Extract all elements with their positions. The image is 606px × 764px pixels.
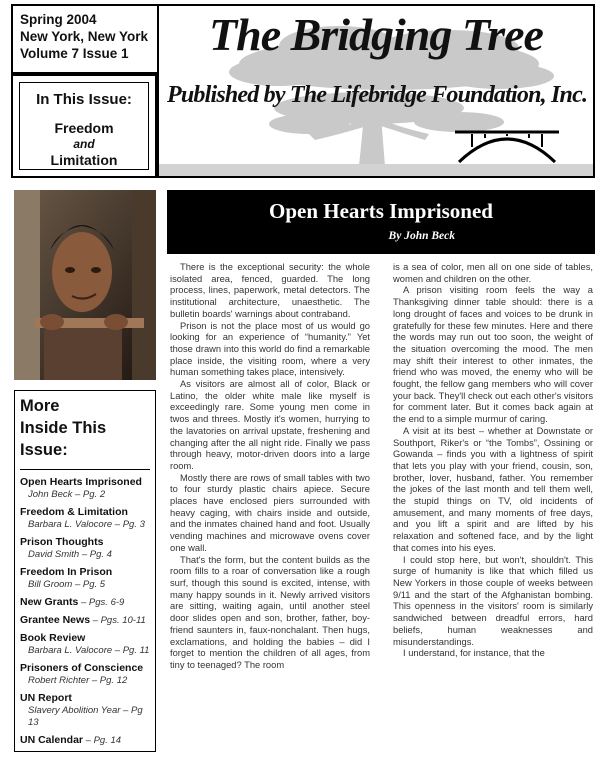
article-paragraph: As visitors are almost all of color, Black or Latino, the older white male like myself is exceedingly rare. Some young men come in twos and threes. Mostly it's women, hurrying to the lavatories on arrival upstate, freshening and changing after the all night ride. Finally we pass through heavy, motor-driven doors into a large room. — [170, 379, 370, 471]
toc-item-title — [20, 536, 155, 549]
article-byline: By John Beck — [388, 230, 455, 242]
article-paragraph: There is the exceptional security: the whole isolated area, fenced, guarded. The long process, lines, paperwork, metal detectors. The institutional architecture, unaesthetic. The bulletin boards' warnings about contraband. — [170, 262, 370, 319]
toc-item — [15, 662, 155, 687]
article-paragraph: is a sea of color, men all on one side of tables, women and children on the other. — [393, 262, 593, 284]
theme-line-1: Freedom — [54, 120, 114, 136]
toc-item-author: John Beck – Pg. 2 — [28, 489, 106, 500]
issue-location: New York, New York — [20, 29, 149, 44]
toc-item-author: Bill Groom – Pg. 5 — [28, 579, 106, 590]
toc-title-text: Prison Thoughts — [20, 536, 104, 548]
article-paragraph: That's the form, but the content builds as the room fills to a roar of conversation like a rough surf, though this sound is excited, intense, with many happy sounds in it. Newly arrived visitors are sitting, waiting again, until another steel door slides open and son, brother, father, boy-friend saunters in, faux-nonchalant. Then hugs, exclamations, and holding the babies – did I forget to mention the children of all ages, from tiny to teenaged? The room — [170, 554, 370, 670]
theme-line-2: and — [73, 137, 95, 151]
toc-title-text: New Grants — [20, 596, 79, 608]
toc-item — [15, 566, 155, 591]
in-this-issue-inner — [19, 82, 149, 170]
toc-item — [15, 536, 155, 561]
toc-title-text: Prisoners of Conscience — [20, 662, 144, 674]
article-banner — [167, 190, 595, 254]
toc-title-text: Freedom In Prison — [20, 566, 113, 578]
toc-item — [15, 632, 155, 657]
toc-item-title — [20, 476, 155, 489]
toc-item-title — [20, 662, 155, 675]
toc-item — [15, 614, 155, 627]
toc-title-text: Book Review — [20, 632, 86, 644]
toc-item — [15, 596, 155, 609]
toc-title-text: Grantee News — [20, 614, 91, 626]
toc-item-title — [20, 734, 155, 747]
more-heading-line2: Inside This Issue: — [20, 419, 107, 459]
toc-item — [15, 734, 155, 747]
article-column-1 — [170, 262, 370, 672]
toc-list — [15, 476, 155, 747]
newsletter-title: The Bridging Tree — [209, 9, 543, 60]
more-inside-heading — [15, 391, 155, 461]
toc-item-author: David Smith – Pg. 4 — [28, 549, 112, 560]
issue-info-box — [11, 4, 157, 74]
toc-item-author: Barbara L. Valocore – Pg. 3 — [28, 519, 145, 530]
toc-item-author: Robert Richter – Pg. 12 — [28, 675, 128, 686]
toc-page-ref: – Pg. 14 — [83, 735, 122, 746]
in-this-issue-box — [11, 74, 157, 178]
article-column-2 — [393, 262, 593, 660]
toc-page-ref: – Pgs. 10-11 — [90, 615, 146, 626]
toc-item — [15, 476, 155, 501]
toc-item-title — [20, 692, 155, 705]
toc-title-text: Open Hearts Imprisoned — [20, 476, 142, 488]
toc-item-title — [20, 614, 155, 627]
article-paragraph: I could stop here, but won't, shouldn't. This surge of humanity is like that which filled us New Yorkers in those couple of weeks between 9/11 and the start of the Afghanistan bombing. This openness in the visitors' room is similarly sandwiched between dreadful errors, hard beliefs, human weaknesses and misunderstandings. — [393, 554, 593, 647]
article-paragraph: Prison is not the place most of us would go looking for an experience of “humanity.” Yet those drawn into this world do find a remarkable place inside, the visiting room, where a very human something takes place, intensively. — [170, 320, 370, 378]
article-paragraph: A prison visiting room feels the way a Thanksgiving dinner table should: there is a long drought of faces and voices to be drunk in gratefully for these few minutes. Here and there the words may run out too soon, the weight of the situation overcoming the mood. The men may shift their interest to other inmates, the friend who was moved, the enemy who will be fought, the fellow gang members who will cover your back. They'll check out each other's visitors for comment later. But it comes back again at the end to a simple murmur of caring. — [393, 285, 593, 425]
theme-line-3: Limitation — [50, 152, 118, 168]
more-inside-box — [14, 390, 156, 752]
article-paragraph: Mostly there are rows of small tables with two to four sturdy plastic chairs apiece. Secure places have enclosed piers surrounded with heavy caging, with chairs inside and outside, and the inmates chained hand and foot. Usually vending machines and microwave ovens cover one wall. — [170, 472, 370, 553]
toc-item-author: Barbara L. Valocore – Pg. 11 — [28, 645, 150, 656]
article-title: Open Hearts Imprisoned — [268, 199, 493, 223]
toc-item-title — [20, 566, 155, 579]
article-paragraph: A visit at its best – whether at Downstate or Southport, Riker's or “the Tombs”, Ossining or Gowanda – finds you with a lightness of spirit that lets you play with your friend, cousin, son, brother, lover, husband, father. You remember the jokes of the last month and tell them well, the stupid things on TV, old incidents of amusement, and many moments of free days, and you lift a spirit and are lifted by his relaxation and softened face, and by the light that comes into his eyes. — [393, 425, 593, 553]
toc-item — [15, 506, 155, 531]
toc-item-title — [20, 506, 155, 519]
toc-title-text: UN Report — [20, 692, 72, 704]
toc-page-ref: – Pgs. 6-9 — [78, 597, 125, 608]
divider — [20, 469, 150, 470]
issue-volume: Volume 7 Issue 1 — [20, 46, 129, 61]
more-heading-line1: More — [20, 397, 60, 415]
cover-photo — [14, 190, 156, 380]
issue-season: Spring 2004 — [20, 12, 97, 27]
toc-item-author: Slavery Abolition Year – Pg 13 — [28, 705, 143, 728]
publisher-line: Published by The Lifebridge Foundation, Inc. — [167, 82, 588, 108]
toc-title-text: UN Calendar — [20, 734, 84, 746]
toc-title-text: Freedom & Limitation — [20, 506, 128, 518]
prisoner-photo — [14, 190, 156, 380]
masthead — [157, 4, 595, 178]
article-paragraph: I understand, for instance, that the — [403, 648, 545, 659]
toc-item-title — [20, 596, 155, 609]
toc-item-title — [20, 632, 155, 645]
toc-item — [15, 692, 155, 729]
in-this-issue-title: In This Issue: — [36, 91, 132, 108]
